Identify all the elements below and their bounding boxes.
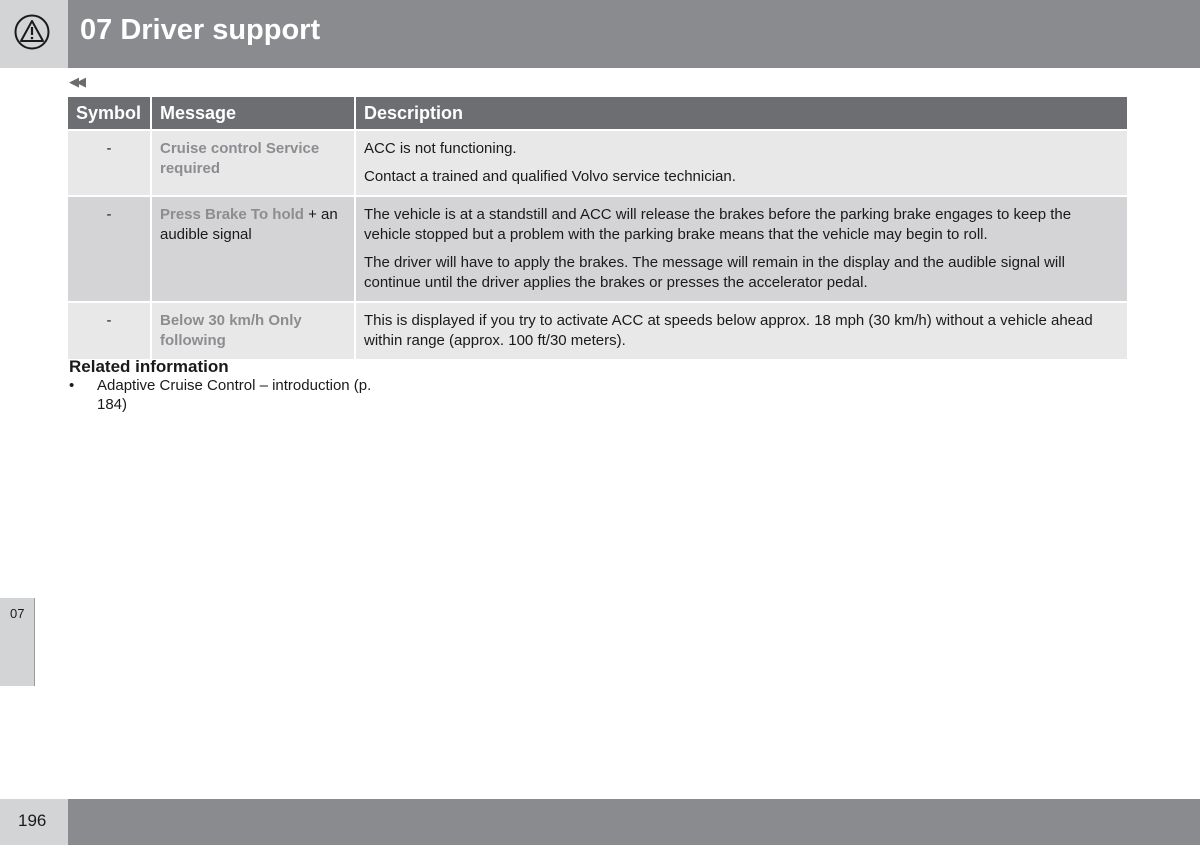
message-text: Cruise control Service required xyxy=(160,140,320,177)
related-link-text: Adaptive Cruise Control – introduction (p. 184) xyxy=(97,377,372,413)
related-information xyxy=(69,357,469,414)
column-header-message: Message xyxy=(152,97,354,131)
table-row xyxy=(68,131,1127,197)
message-cell xyxy=(152,131,354,197)
message-text: Press Brake To hold xyxy=(160,206,304,223)
description-text: The driver will have to apply the brakes. The message will remain in the display and the audible signal will continue until the driver applies the brakes or presses the accelerator pedal. xyxy=(364,254,1065,291)
header-bar xyxy=(68,0,1200,68)
description-text: This is displayed if you try to activate ACC at speeds below approx. 18 mph (30 km/h) without a vehicle ahead within range (approx. 100 ft/30 meters). xyxy=(364,312,1093,349)
column-header-symbol: Symbol xyxy=(68,97,150,131)
table-row xyxy=(68,303,1127,361)
page-number: 196 xyxy=(18,811,47,830)
symbol-cell: - xyxy=(68,197,150,303)
description-cell xyxy=(356,131,1127,197)
message-extra: + an audible signal xyxy=(160,206,338,243)
related-link[interactable] xyxy=(69,376,377,414)
column-header-description: Description xyxy=(356,97,1127,131)
continued-marker: ◀◀ xyxy=(69,74,83,89)
chapter-tab-label: 07 xyxy=(10,606,25,621)
warning-triangle-icon xyxy=(14,14,50,50)
message-table xyxy=(66,97,1129,361)
description-cell xyxy=(356,197,1127,303)
table-header-row xyxy=(68,97,1127,131)
description-text: Contact a trained and qualified Volvo service technician. xyxy=(364,168,736,185)
description-cell xyxy=(356,303,1127,361)
chapter-side-tab xyxy=(0,598,35,686)
description-text: The vehicle is at a standstill and ACC will release the brakes before the parking brake engages to keep the vehicle stopped but a problem with the parking brake means that the vehicle may begin to roll. xyxy=(364,206,1072,243)
symbol-cell: - xyxy=(68,303,150,361)
chapter-title: 07 Driver support xyxy=(80,14,321,46)
footer-page-block xyxy=(0,799,68,845)
symbol-cell: - xyxy=(68,131,150,197)
message-cell xyxy=(152,197,354,303)
message-text: Below 30 km/h Only following xyxy=(160,312,302,349)
bullet-icon: • xyxy=(69,377,75,394)
related-title: Related information xyxy=(69,357,229,376)
footer-bar xyxy=(68,799,1200,845)
header-icon-block xyxy=(0,0,68,68)
table-row xyxy=(68,197,1127,303)
description-text: ACC is not functioning. xyxy=(364,140,517,157)
message-cell xyxy=(152,303,354,361)
